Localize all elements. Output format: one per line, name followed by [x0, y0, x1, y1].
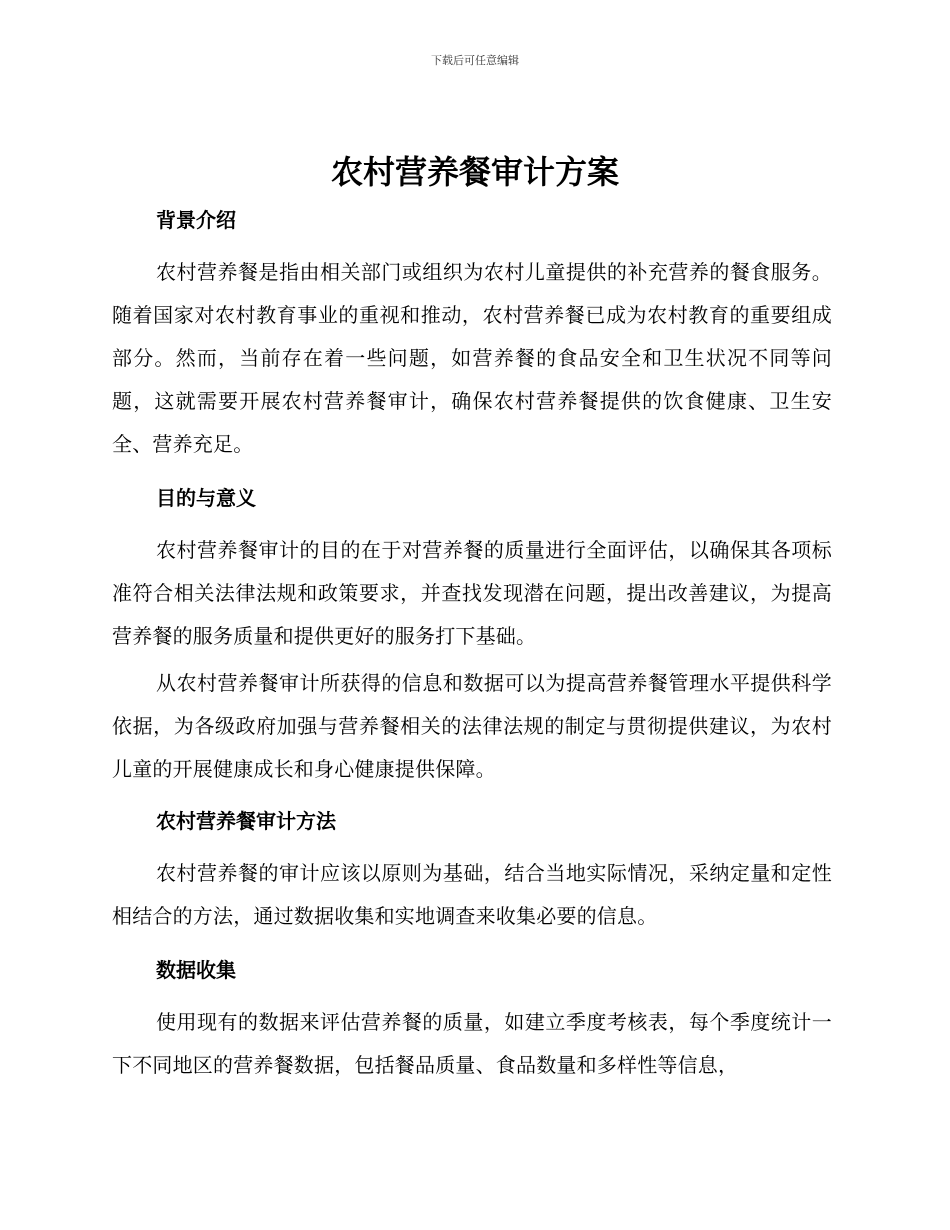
header-note: 下载后可任意编辑 — [431, 54, 519, 67]
paragraph: 农村营养餐是指由相关部门或组织为农村儿童提供的补充营养的餐食服务。随着国家对农村教育事业的重视和推动，农村营养餐已成为农村教育的重要组成部分。然而，当前存在着一些问题，如营养餐的食品安全和卫生状况不同等问题，这就需要开展农村营养餐审计，确保农村营养餐提供的饮食健康、卫生安全、营养充足。 — [112, 260, 832, 456]
paragraph: 使用现有的数据来评估营养餐的质量，如建立季度考核表，每个季度统计一下不同地区的营养餐数据，包括餐品质量、食品数量和多样性等信息， — [112, 1010, 832, 1077]
section-heading-purpose: 目的与意义 — [156, 486, 256, 510]
document-body — [112, 200, 832, 1087]
paragraph: 农村营养餐审计的目的在于对营养餐的质量进行全面评估，以确保其各项标准符合相关法律法规和政策要求，并查找发现潜在问题，提出改善建议，为提高营养餐的服务质量和提供更好的服务打下基础。 — [112, 538, 832, 648]
paragraph: 农村营养餐的审计应该以原则为基础，结合当地实际情况，采纳定量和定性相结合的方法，通过数据收集和实地调查来收集必要的信息。 — [112, 861, 832, 928]
document-title: 农村营养餐审计方案 — [330, 153, 619, 191]
section-heading-data-collection: 数据收集 — [156, 958, 236, 982]
section-heading-method: 农村营养餐审计方法 — [156, 809, 336, 833]
section-heading-background: 背景介绍 — [156, 208, 236, 232]
paragraph: 从农村营养餐审计所获得的信息和数据可以为提高营养餐管理水平提供科学依据，为各级政府加强与营养餐相关的法律法规的制定与贯彻提供建议，为农村儿童的开展健康成长和身心健康提供保障。 — [112, 671, 832, 781]
